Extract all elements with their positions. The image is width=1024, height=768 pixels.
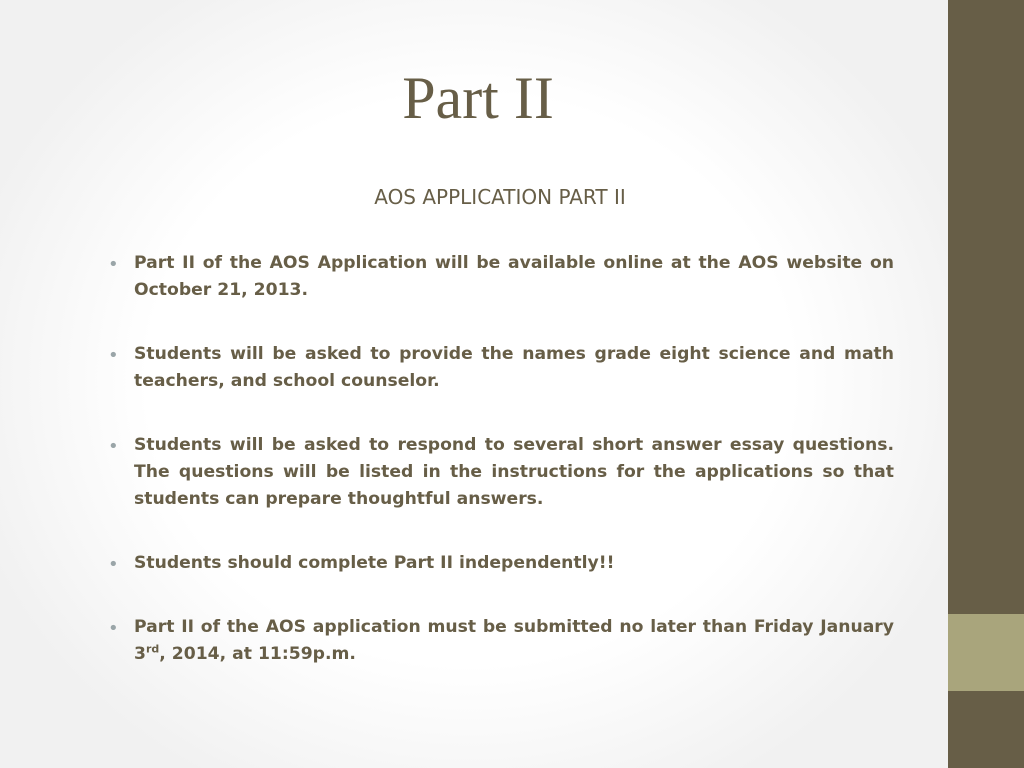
bullet-text-main: Part II of the AOS application must be submitted no later than Friday January 3 [134, 617, 894, 664]
bullet-item [108, 341, 894, 395]
bullet-icon: • [108, 618, 119, 639]
bullet-item [108, 550, 894, 577]
bullet-text: Students will be asked to respond to several short answer essay questions. The questions will be listed in the instructions for the applications so that students can prepare thoughtful answers. [134, 435, 894, 509]
bullet-text [134, 617, 894, 664]
bullet-icon: • [108, 554, 119, 575]
bullet-item [108, 432, 894, 513]
bullet-list [108, 250, 894, 705]
bullet-item [108, 614, 894, 668]
bullet-icon: • [108, 254, 119, 275]
bullet-text: Students should complete Part II independently!! [134, 553, 615, 573]
bullet-text: Students will be asked to provide the names grade eight science and math teachers, and school counselor. [134, 344, 894, 391]
sidebar-accent-block [948, 614, 1024, 691]
slide-title: Part II [402, 65, 554, 131]
ordinal-suffix: rd [145, 642, 160, 656]
slide-subtitle: AOS APPLICATION PART II [374, 185, 626, 209]
bullet-icon: • [108, 436, 119, 457]
bullet-text: Part II of the AOS Application will be available online at the AOS website on October 21, 2013. [134, 253, 894, 300]
bullet-icon: • [108, 345, 119, 366]
bullet-text-end: , 2014, at 11:59p.m. [159, 644, 356, 664]
bullet-item [108, 250, 894, 304]
